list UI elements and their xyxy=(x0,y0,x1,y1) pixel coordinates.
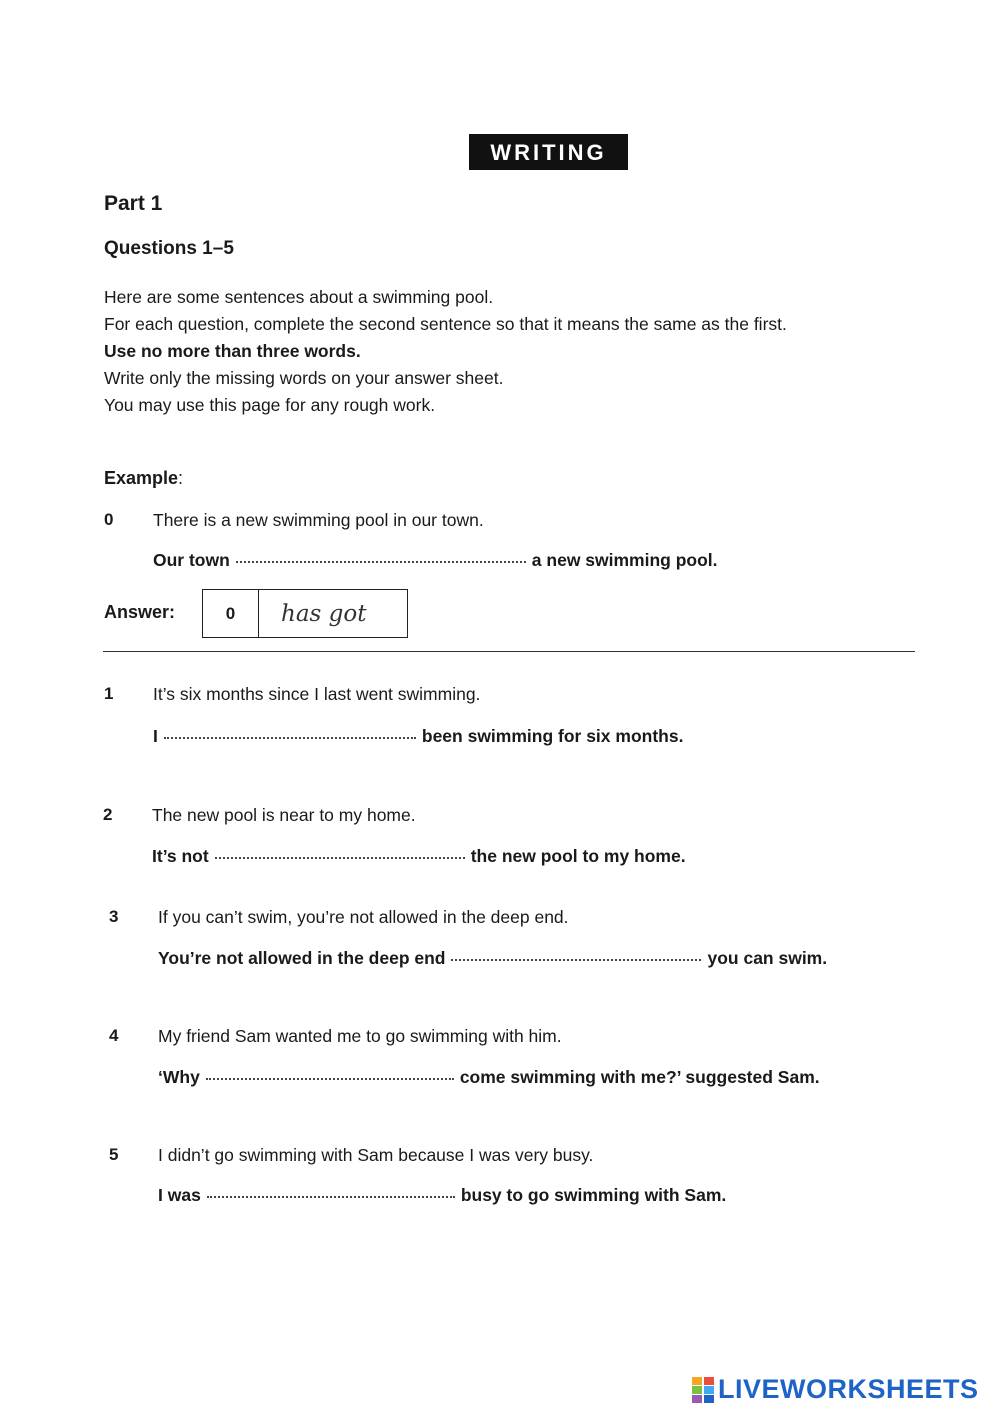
question-blank[interactable] xyxy=(215,856,465,859)
question-stem: It’s six months since I last went swimming. xyxy=(153,684,481,704)
liveworksheets-logo-icon xyxy=(692,1377,714,1403)
question-answer-line xyxy=(152,846,686,867)
question-answer-line xyxy=(158,1185,726,1206)
example-before: Our town xyxy=(153,550,230,570)
instructions xyxy=(104,284,787,419)
answer-number: 0 xyxy=(203,590,259,637)
example-stem: There is a new swimming pool in our town. xyxy=(153,510,484,530)
question-before: You’re not allowed in the deep end xyxy=(158,948,446,968)
question-before: ‘Why xyxy=(158,1067,200,1087)
question-answer-line xyxy=(158,1067,820,1088)
brand-logo xyxy=(692,1374,979,1405)
question-number: 4 xyxy=(109,1026,119,1045)
answer-label: Answer: xyxy=(104,602,176,622)
example-after: a new swimming pool. xyxy=(531,550,718,570)
questions-title: Questions 1–5 xyxy=(104,238,234,259)
question-number: 2 xyxy=(103,805,113,824)
question-before: I xyxy=(153,726,158,746)
instruction-line: Write only the missing words on your answer sheet. xyxy=(104,368,504,388)
question-after: been swimming for six months. xyxy=(421,726,684,746)
answer-box xyxy=(202,589,408,638)
question-blank[interactable] xyxy=(206,1077,454,1080)
example-blank xyxy=(236,560,526,563)
question-stem: The new pool is near to my home. xyxy=(152,805,416,825)
question-blank[interactable] xyxy=(207,1195,455,1198)
divider xyxy=(103,651,915,652)
instruction-line: For each question, complete the second sentence so that it means the same as the first. xyxy=(104,314,787,334)
question-after: you can swim. xyxy=(707,948,828,968)
question-after: busy to go swimming with Sam. xyxy=(460,1185,727,1205)
example-label-colon: : xyxy=(178,468,184,488)
question-blank[interactable] xyxy=(451,958,701,961)
instruction-line-emphasis: Use no more than three words. xyxy=(104,341,361,361)
question-before: I was xyxy=(158,1185,201,1205)
question-number: 5 xyxy=(109,1145,119,1164)
question-blank[interactable] xyxy=(164,736,416,739)
question-answer-line xyxy=(153,726,683,747)
question-stem: My friend Sam wanted me to go swimming with him. xyxy=(158,1026,562,1046)
example-number: 0 xyxy=(104,510,114,529)
question-answer-line xyxy=(158,948,827,969)
question-number: 3 xyxy=(109,907,119,926)
brand-text: LIVEWORKSHEETS xyxy=(718,1374,979,1404)
question-after: come swimming with me?’ suggested Sam. xyxy=(459,1067,820,1087)
example-answer-line xyxy=(153,550,718,571)
part-title: Part 1 xyxy=(104,192,163,215)
question-stem: If you can’t swim, you’re not allowed in the deep end. xyxy=(158,907,569,927)
section-banner: WRITING xyxy=(469,134,628,170)
example-label-text: Example xyxy=(104,468,179,488)
question-stem: I didn’t go swimming with Sam because I was very busy. xyxy=(158,1145,594,1165)
question-after: the new pool to my home. xyxy=(470,846,686,866)
question-before: It’s not xyxy=(152,846,209,866)
example-label xyxy=(104,468,183,489)
question-number: 1 xyxy=(104,684,114,703)
instruction-line: You may use this page for any rough work. xyxy=(104,395,436,415)
answer-handwritten: has got xyxy=(281,600,367,627)
instruction-line: Here are some sentences about a swimming pool. xyxy=(104,287,494,307)
